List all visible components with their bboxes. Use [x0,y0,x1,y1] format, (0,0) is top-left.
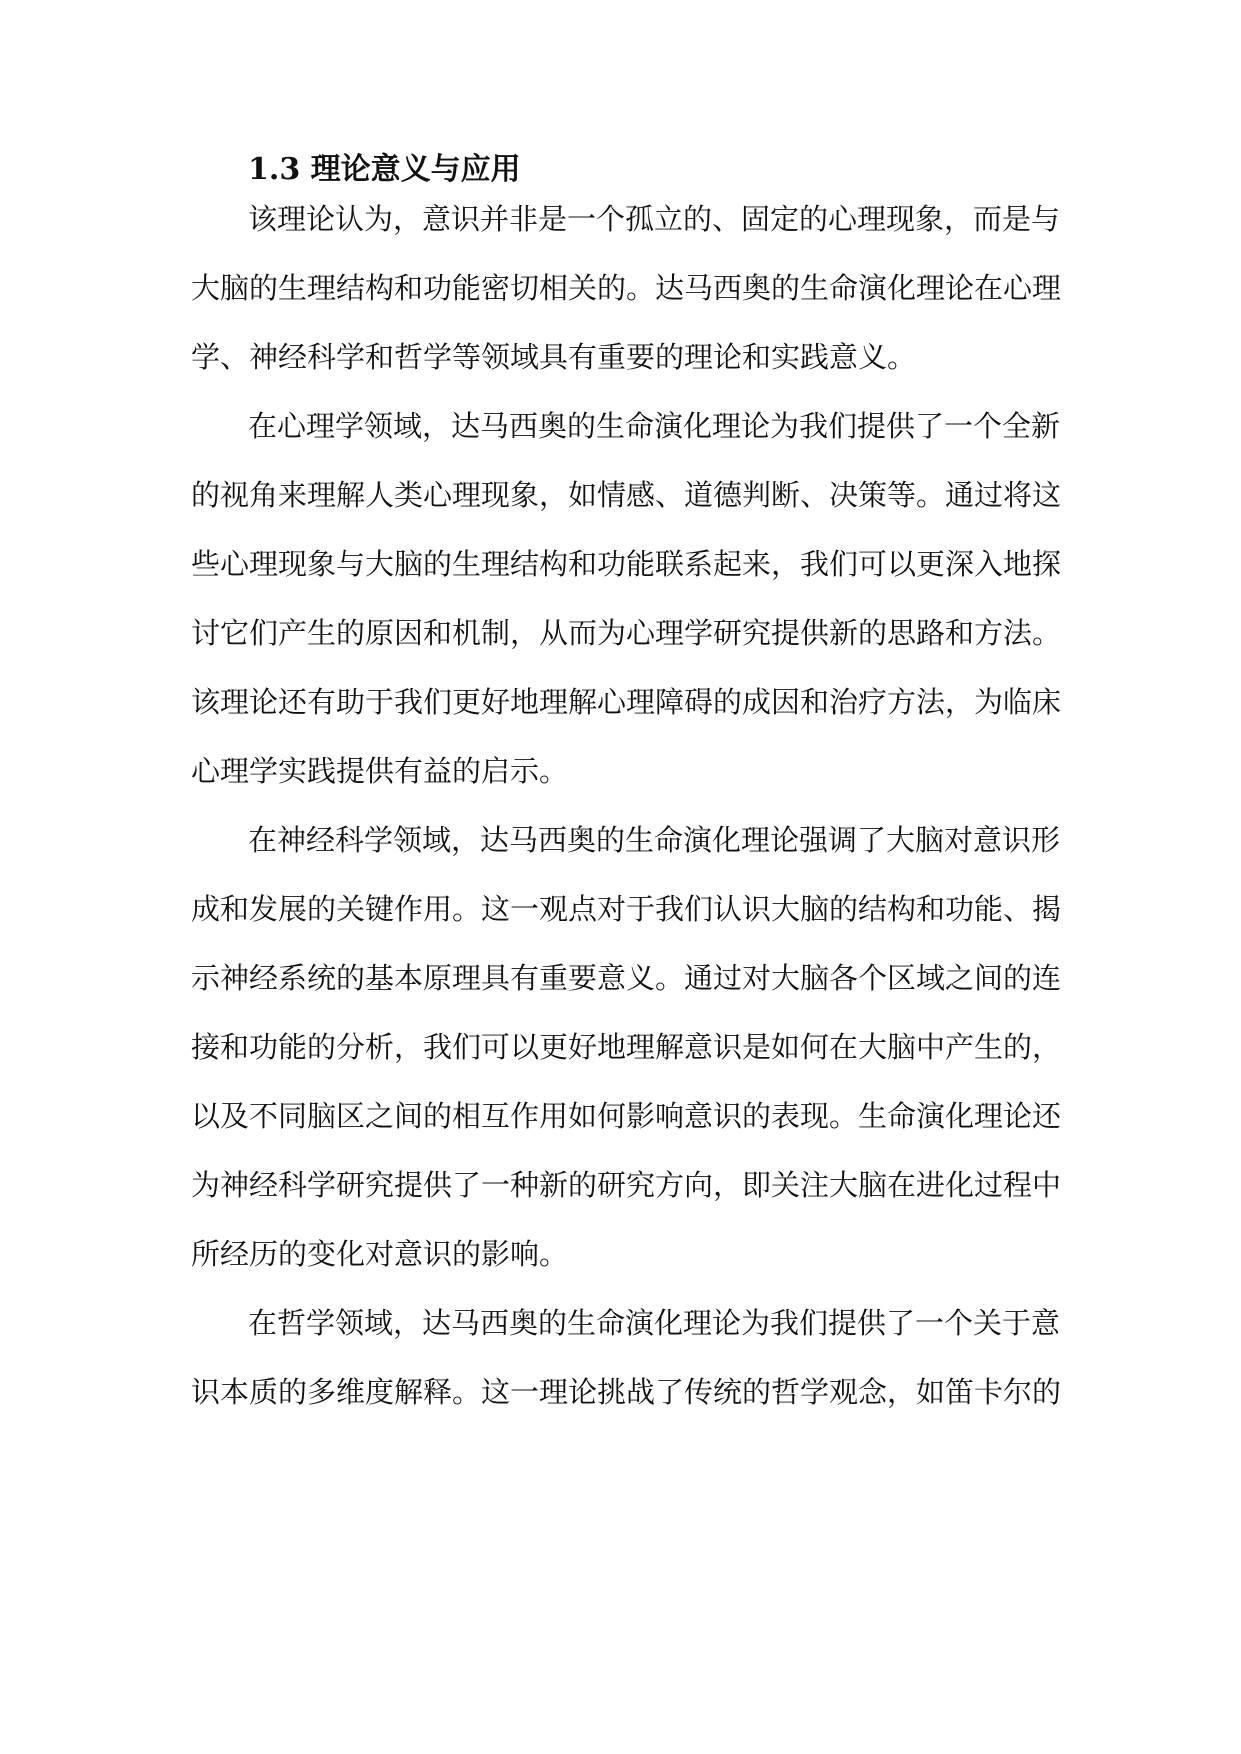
paragraph-3-line-7: 所经历的变化对意识的影响。 [191,1237,569,1271]
paragraph-3-line-5: 以及不同脑区之间的相互作用如何影响意识的表现。生命演化理论还 [191,1099,1062,1133]
paragraph-4-line-2: 识本质的多维度解释。这一理论挑战了传统的哲学观念，如笛卡尔的 [191,1375,1062,1409]
paragraph-2-line-4: 讨它们产生的原因和机制，从而为心理学研究提供新的思路和方法。 [191,616,1062,650]
paragraph-1-line-1: 该理论认为，意识并非是一个孤立的、固定的心理现象，而是与 [248,202,1061,236]
paragraph-2-line-6: 心理学实践提供有益的启示。 [191,754,569,788]
paragraph-2-line-5: 该理论还有助于我们更好地理解心理障碍的成因和治疗方法，为临床 [191,685,1062,719]
paragraph-2-line-1: 在心理学领域，达马西奥的生命演化理论为我们提供了一个全新 [248,409,1061,443]
section-heading: 1.3 理论意义与应用 [248,152,521,187]
paragraph-3-line-1: 在神经科学领域，达马西奥的生命演化理论强调了大脑对意识形 [248,823,1061,857]
paragraph-2-line-2: 的视角来理解人类心理现象，如情感、道德判断、决策等。通过将这 [191,478,1062,512]
paragraph-1-line-2: 大脑的生理结构和功能密切相关的。达马西奥的生命演化理论在心理 [191,271,1062,305]
paragraph-3-line-4: 接和功能的分析，我们可以更好地理解意识是如何在大脑中产生的， [191,1030,1062,1064]
paragraph-4-line-1: 在哲学领域，达马西奥的生命演化理论为我们提供了一个关于意 [248,1306,1061,1340]
paragraph-1-line-3: 学、神经科学和哲学等领域具有重要的理论和实践意义。 [191,340,917,374]
paragraph-3-line-2: 成和发展的关键作用。这一观点对于我们认识大脑的结构和功能、揭 [191,892,1062,926]
paragraph-3-line-6: 为神经科学研究提供了一种新的研究方向，即关注大脑在进化过程中 [191,1168,1062,1202]
paragraph-2-line-3: 些心理现象与大脑的生理结构和功能联系起来，我们可以更深入地探 [191,547,1062,581]
paragraph-3-line-3: 示神经系统的基本原理具有重要意义。通过对大脑各个区域之间的连 [191,961,1062,995]
